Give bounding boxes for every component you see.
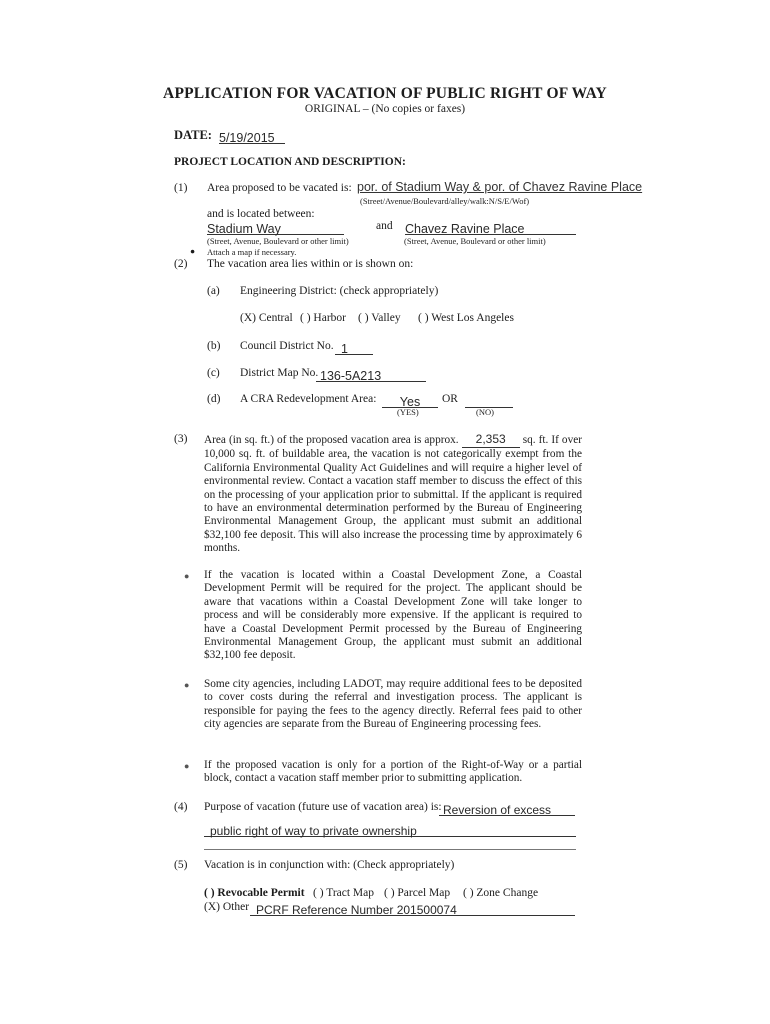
cra-yes-field[interactable] bbox=[382, 393, 438, 408]
other-field[interactable] bbox=[250, 901, 575, 916]
item2-number: (2) bbox=[174, 258, 188, 270]
item4-number: (4) bbox=[174, 801, 188, 813]
purpose-field-line2[interactable] bbox=[204, 822, 576, 837]
item2c-number: (c) bbox=[207, 367, 220, 379]
tract-map-option[interactable]: ( ) Tract Map bbox=[313, 887, 375, 899]
street1-value: Stadium Way bbox=[207, 222, 281, 236]
item3-text-before: Area (in sq. ft.) of the proposed vacation area is approx. bbox=[204, 434, 459, 446]
item2a-number: (a) bbox=[207, 285, 220, 297]
street2-value: Chavez Ravine Place bbox=[405, 222, 525, 236]
cra-yes-caption: (YES) bbox=[397, 407, 419, 417]
cra-or-label: OR bbox=[442, 393, 458, 405]
map-note: Attach a map if necessary. bbox=[207, 247, 297, 257]
section-title: PROJECT LOCATION AND DESCRIPTION: bbox=[174, 156, 406, 168]
street1-field[interactable] bbox=[207, 220, 344, 235]
district-map-value: 136-5A213 bbox=[320, 369, 382, 383]
purpose-value-line1: Reversion of excess bbox=[443, 803, 552, 817]
bullet-2-text: Some city agencies, including LADOT, may require additional fees to be deposited to cover costs during the referral and investigation process. The applicant is responsible for paying the fees to the agency directly. Referral fees paid to other city agencies are separate from the Bureau of Engineering processing fees. bbox=[204, 678, 582, 731]
item2b-number: (b) bbox=[207, 340, 221, 352]
form-title: APPLICATION FOR VACATION OF PUBLIC RIGHT OF WAY bbox=[163, 85, 607, 102]
date-label: DATE: bbox=[174, 128, 212, 142]
date-value: 5/19/2015 bbox=[219, 131, 275, 145]
parcel-map-option[interactable]: ( ) Parcel Map bbox=[384, 887, 451, 899]
district-valley[interactable]: ( ) Valley bbox=[358, 312, 401, 324]
purpose-value-line2: public right of way to private ownership bbox=[210, 824, 417, 838]
council-district-value: 1 bbox=[341, 342, 348, 356]
bullet-1-text: If the vacation is located within a Coastal Development Zone, a Coastal Development Permit will be required for the project. The applicant should be aware that vacations within a Coastal Development Zone will take longer to process and will be considerably more expensive. If the applicant is required to have a Coastal Development Permit processed by the Bureau of Engineering Environmental Management Group, the applicant must submit an additional $32,100 fee deposit. bbox=[204, 569, 582, 662]
item2b-label: Council District No. bbox=[240, 340, 334, 352]
item1-between-label: and is located between: bbox=[207, 208, 315, 220]
item2d-number: (d) bbox=[207, 393, 221, 405]
purpose-field-line3[interactable] bbox=[204, 849, 576, 850]
map-note-bullet: ● bbox=[190, 246, 196, 256]
item5-label: Vacation is in conjunction with: (Check appropriately) bbox=[204, 859, 455, 871]
item1-label: Area proposed to be vacated is: bbox=[207, 182, 352, 194]
cra-no-field[interactable] bbox=[465, 393, 513, 408]
council-district-field[interactable] bbox=[335, 340, 373, 355]
item2a-label: Engineering District: (check appropriately) bbox=[240, 285, 439, 297]
item1-number: (1) bbox=[174, 182, 188, 194]
district-harbor[interactable]: ( ) Harbor bbox=[300, 312, 346, 324]
item3-number: (3) bbox=[174, 433, 188, 445]
area-value: 2,353 bbox=[475, 432, 506, 446]
item1-area-value[interactable]: por. of Stadium Way & por. of Chavez Ravine Place bbox=[357, 180, 643, 194]
street2-caption: (Street, Avenue, Boulevard or other limit) bbox=[404, 236, 546, 246]
and-label: and bbox=[376, 220, 393, 232]
bullet-1-marker: ● bbox=[184, 571, 190, 581]
street1-caption: (Street, Avenue, Boulevard or other limit) bbox=[207, 236, 349, 246]
date-field[interactable] bbox=[219, 129, 285, 144]
other-option[interactable]: (X) Other bbox=[204, 901, 250, 913]
form-subtitle: ORIGINAL – (No copies or faxes) bbox=[304, 103, 466, 115]
zone-change-option[interactable]: ( ) Zone Change bbox=[463, 887, 539, 899]
bullet-2-marker: ● bbox=[184, 680, 190, 690]
item3-paragraph bbox=[204, 433, 582, 556]
district-west-la[interactable]: ( ) West Los Angeles bbox=[418, 312, 514, 324]
street2-field[interactable] bbox=[405, 220, 576, 235]
revocable-permit-option[interactable]: ( ) Revocable Permit bbox=[204, 887, 305, 899]
cra-yes-value: Yes bbox=[399, 395, 421, 409]
district-central[interactable]: (X) Central bbox=[240, 312, 293, 324]
item2d-label: A CRA Redevelopment Area: bbox=[240, 393, 377, 405]
item5-number: (5) bbox=[174, 859, 188, 871]
other-value: PCRF Reference Number 201500074 bbox=[256, 903, 457, 917]
cra-no-caption: (NO) bbox=[476, 407, 494, 417]
district-map-field[interactable] bbox=[316, 367, 426, 382]
purpose-field-line1[interactable] bbox=[439, 801, 575, 816]
item1-area-caption: (Street/Avenue/Boulevard/alley/walk:N/S/E/Wof) bbox=[360, 196, 530, 206]
bullet-3-text: If the proposed vacation is only for a portion of the Right-of-Way or a partial block, contact a vacation staff member prior to submitting application. bbox=[204, 759, 582, 785]
bullet-3-marker: ● bbox=[184, 761, 190, 771]
item2-label: The vacation area lies within or is shown on: bbox=[207, 258, 414, 270]
item3-text-after: sq. ft. If over 10,000 sq. ft. of buildable area, the vacation is not categorically exempt from the California Environmental Quality Act Guidelines and will require a higher level of environmental review. Contact a vacation staff member to discuss the effect of this on the processing of your application prior to submittal. If the applicant is required to have an environmental determination performed by the Bureau of Engineering Environmental Management Group, the applicant must submit an additional $32,100 fee deposit. This will also increase the processing time by approximately 6 months. bbox=[204, 434, 583, 555]
area-field[interactable] bbox=[462, 433, 520, 448]
item4-label: Purpose of vacation (future use of vacation area) is: bbox=[204, 801, 442, 813]
item2c-label: District Map No. bbox=[240, 367, 319, 379]
